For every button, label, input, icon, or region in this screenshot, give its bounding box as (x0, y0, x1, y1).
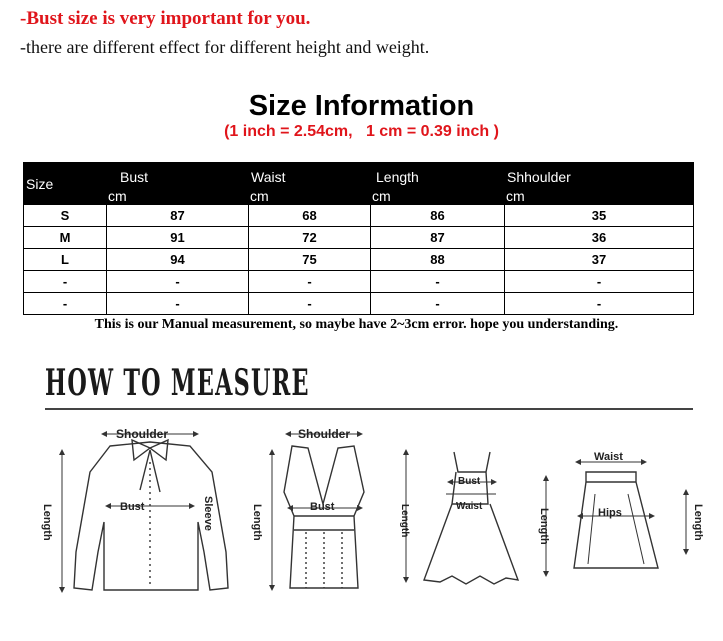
cell-waist: 72 (249, 227, 371, 249)
column-header-bust: Bust (107, 163, 249, 186)
measurement-disclaimer: This is our Manual measurement, so maybe have 2~3cm error. hope you understanding. (94, 317, 619, 332)
cell-shoulder: - (505, 271, 694, 293)
row-size: L (24, 249, 107, 271)
length-label: Length (41, 504, 53, 541)
skirt-outline-icon (574, 472, 658, 568)
cell-waist: 68 (249, 205, 371, 227)
waist-label: Waist (456, 501, 483, 512)
column-header-waist: Waist (249, 163, 371, 186)
column-header-shoulder: Shhoulder (505, 163, 694, 186)
table-row (24, 227, 694, 249)
cell-bust: 87 (107, 205, 249, 227)
table-header-row (24, 163, 694, 186)
sleeve-label: Sleeve (202, 496, 214, 531)
column-header-length: Length (371, 163, 505, 186)
height-weight-note: -there are different effect for different height and weight. (20, 37, 430, 57)
length-label: Length (692, 504, 704, 541)
length-label: Length (538, 508, 550, 545)
bow-icon (132, 440, 168, 492)
shoulder-label: Shoulder (298, 427, 351, 441)
row-size: M (24, 227, 107, 249)
cell-length: 86 (371, 205, 505, 227)
table-row (24, 249, 694, 271)
vest-outline-icon (284, 446, 364, 588)
cell-waist: - (249, 293, 371, 315)
bust-label: Bust (458, 476, 481, 487)
table-row (24, 205, 694, 227)
cell-bust: 91 (107, 227, 249, 249)
bust-label: Bust (310, 501, 335, 513)
row-size: - (24, 271, 107, 293)
cell-length: 87 (371, 227, 505, 249)
length-label: Length (251, 504, 263, 541)
cell-bust: - (107, 293, 249, 315)
cell-shoulder: 37 (505, 249, 694, 271)
hips-label: Hips (598, 507, 622, 519)
measurement-diagrams (0, 412, 723, 641)
dress-outline-icon (424, 452, 518, 584)
cell-shoulder: - (505, 293, 694, 315)
size-header: Size (24, 163, 107, 205)
row-size: S (24, 205, 107, 227)
unit-waist: cm (249, 186, 371, 205)
size-table (23, 162, 694, 315)
cell-waist: - (249, 271, 371, 293)
unit-conversion: (1 inch = 2.54cm, 1 cm = 0.39 inch ) (224, 123, 499, 140)
cell-shoulder: 36 (505, 227, 694, 249)
bust-importance-note: -Bust size is very important for you. (20, 8, 311, 29)
cell-bust: - (107, 271, 249, 293)
table-row (24, 271, 694, 293)
unit-shoulder: cm (505, 186, 694, 205)
unit-length: cm (371, 186, 505, 205)
how-to-measure-heading: HOW TO MEASURE (45, 362, 310, 404)
heading-divider (45, 408, 693, 410)
cell-length: - (371, 293, 505, 315)
row-size: - (24, 293, 107, 315)
bust-label: Bust (120, 501, 145, 513)
cell-length: 88 (371, 249, 505, 271)
dress-diagram (406, 452, 518, 584)
page-title: Size Information (248, 90, 475, 122)
table-unit-row (24, 186, 694, 205)
length-label: Length (399, 504, 410, 538)
cell-shoulder: 35 (505, 205, 694, 227)
table-row (24, 293, 694, 315)
shoulder-label: Shoulder (116, 427, 169, 441)
cell-waist: 75 (249, 249, 371, 271)
cell-bust: 94 (107, 249, 249, 271)
cell-length: - (371, 271, 505, 293)
waist-label: Waist (594, 451, 623, 463)
unit-bust: cm (107, 186, 249, 205)
